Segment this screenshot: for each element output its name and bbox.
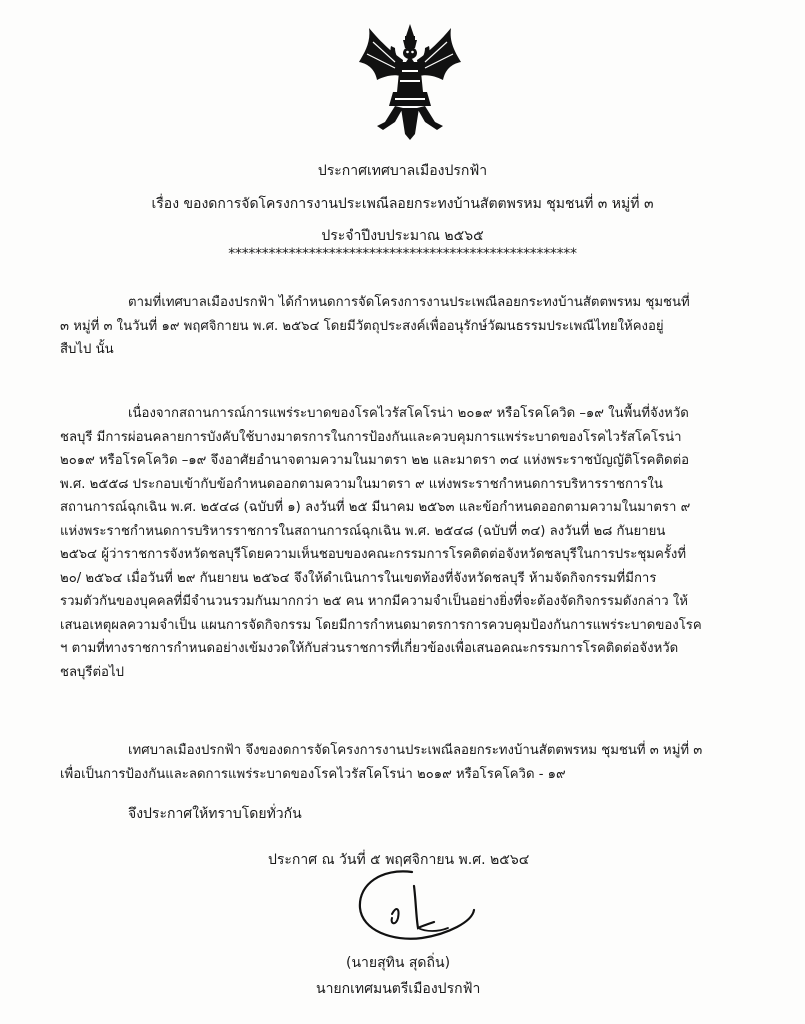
paragraph-line: พ.ศ. ๒๕๕๘ ประกอบเข้ากับข้อกำหนดออกตามความในมาตรา ๙ แห่งพระราชกำหนดการบริหารราชการใน: [60, 476, 663, 492]
paragraph-line: เพื่อเป็นการป้องกันและลดการแพร่ระบาดของโรคไวรัสโคโรน่า ๒๐๑๙ หรือโรคโควิด - ๑๙: [60, 766, 566, 782]
signer-title: นายกเทศมนตรีเมืองปรกฟ้า: [316, 981, 481, 997]
signer-name: (นายสุทิน สุดถิ่น): [346, 955, 451, 971]
paragraph-1: [60, 291, 760, 362]
announcement-date: ประกาศ ณ วันที่ ๕ พฤศจิกายน พ.ศ. ๒๕๖๔: [268, 852, 530, 868]
paragraph-line: ๒๐/ ๒๕๖๔ เมื่อวันที่ ๒๙ กันยายน ๒๕๖๔ จึงให้ดำเนินการในเขตท้องที่จังหวัดชลบุรี ห้ามจัดกิจกรรมที่มีการ: [60, 570, 657, 586]
paragraph-line: ตามที่เทศบาลเมืองปรกฟ้า ได้กำหนดการจัดโครงการงานประเพณีลอยกระทงบ้านสัตตพรหม ชุมชนที่: [128, 295, 690, 310]
paragraph-line: ฯ ตามที่ทางราชการกำหนดอย่างเข้มงวดให้กับส่วนราชการที่เกี่ยวข้องเพื่อเสนอคณะกรรมการโรคติดต่อจังหวัด: [60, 641, 679, 656]
announcement-subject: เรื่อง ของดการจัดโครงการงานประเพณีลอยกระทงบ้านสัตตพรหม ชุมชนที่ ๓ หมู่ที่ ๓: [151, 196, 654, 212]
paragraph-line: เนื่องจากสถานการณ์การแพร่ระบาดของโรคไวรัสโคโรน่า ๒๐๑๙ หรือโรคโควิด –๑๙ ในพื้นที่จังหวัด: [128, 406, 689, 421]
paragraph-3: [60, 739, 760, 786]
separator-line: ****************************************************: [228, 246, 577, 262]
paragraph-line: สถานการณ์ฉุกเฉิน พ.ศ. ๒๕๔๘ (ฉบับที่ ๑) ลงวันที่ ๒๕ มีนาคม ๒๕๖๓ และข้อกำหนดออกตามความในมาตรา ๙: [60, 500, 691, 515]
paragraph-2: [60, 402, 760, 684]
paragraph-line: เทศบาลเมืองปรกฟ้า จึงของดการจัดโครงการงานประเพณีลอยกระทงบ้านสัตตพรหม ชุมชนที่ ๓ หมู่ที่ ๓: [128, 743, 703, 758]
paragraph-line: ๒๐๑๙ หรือโรคโควิด –๑๙ จึงอาศัยอำนาจตามความในมาตรา ๒๒ และมาตรา ๓๔ แห่งพระราชบัญญัติโรคติดต่อ: [60, 453, 690, 468]
announcement-title: ประกาศเทศบาลเมืองปรกฟ้า: [317, 163, 488, 179]
paragraph-line: สืบไป นั้น: [60, 342, 114, 357]
paragraph-line: แห่งพระราชกำหนดการบริหารราชการในสถานการณ์ฉุกเฉิน พ.ศ. ๒๕๔๘ (ฉบับที่ ๓๔) ลงวันที่ ๒๘ กันยายน: [60, 523, 666, 539]
paragraph-line: ๓ หมู่ที่ ๓ ในวันที่ ๑๙ พฤศจิกายน พ.ศ. ๒๕๖๔ โดยมีวัตถุประสงค์เพื่ออนุรักษ์วัฒนธรรมประเพณีไทยให้คงอยู่: [60, 318, 664, 334]
handwritten-signature-icon: [352, 866, 482, 946]
paragraph-line: รวมตัวกันของบุคคลที่มีจำนวนรวมกันมากกว่า ๒๕ คน หากมีความจำเป็นอย่างยิ่งที่จะต้องจัดกิจกรรมดังกล่าว ให้: [60, 594, 688, 609]
paragraph-line: เสนอเหตุผลความจำเป็น แผนการจัดกิจกรรม โดยมีการกำหนดมาตรการการควบคุมป้องกันการแพร่ระบาดของโรค: [60, 617, 702, 633]
garuda-emblem-icon: [355, 22, 465, 140]
fiscal-year-line: ประจำปีงบประมาณ ๒๕๖๕: [321, 228, 484, 244]
paragraph-line: ชลบุรี มีการผ่อนคลายการบังคับใช้บางมาตรการในการป้องกันและควบคุมการแพร่ระบาดของโรคไวรัสโคโรน่า: [60, 429, 682, 445]
paragraph-line: ชลบุรีต่อไป: [60, 664, 124, 680]
closing-statement: จึงประกาศให้ทราบโดยทั่วกัน: [128, 806, 302, 822]
paragraph-line: ๒๕๖๔ ผู้ว่าราชการจังหวัดชลบุรีโดยความเห็นชอบของคณะกรรมการโรคติดต่อจังหวัดชลบุรีในการประชุมครั้งที่: [60, 547, 687, 562]
